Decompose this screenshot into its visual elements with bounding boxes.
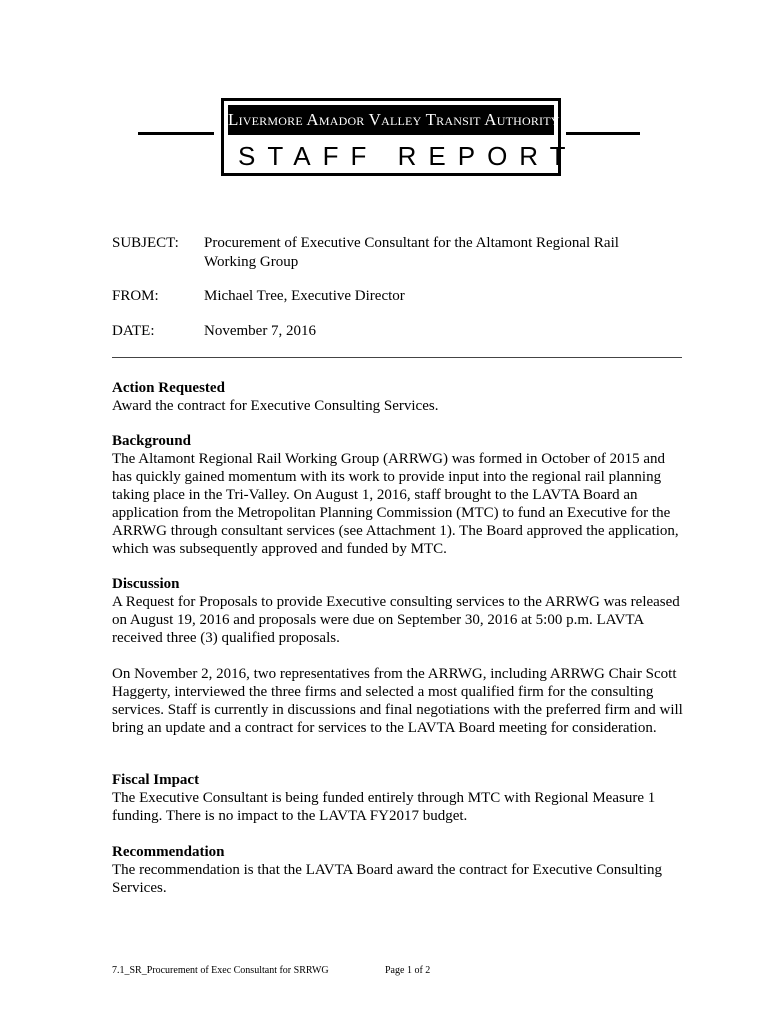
- subject-label: SUBJECT:: [112, 235, 179, 251]
- section-paragraph: Award the contract for Executive Consulting Services.: [112, 398, 439, 414]
- from-value: Michael Tree, Executive Director: [204, 288, 405, 304]
- section-fiscal-impact: [112, 771, 684, 825]
- header-divider: [112, 357, 682, 358]
- section-recommendation: [112, 843, 684, 897]
- section-background: [112, 432, 684, 558]
- from-label: FROM:: [112, 288, 159, 304]
- section-paragraph: The Altamont Regional Rail Working Group (ARRWG) was formed in October of 2015 and has quickly gained momentum with its work to provide input into the regional rail planning taking place in the Tri-Valley. On August 1, 2016, staff brought to the LAVTA Board an application from the Metropolitan Planning Commission (MTC) to fund an Executive for the ARRWG through consultant services (see Attachment 1). The Board approved the application, which was subsequently approved and funded by MTC.: [112, 451, 679, 557]
- letterhead-rule-left: [138, 132, 214, 135]
- subject-value: Procurement of Executive Consultant for the Altamont Regional Rail Working Group: [204, 235, 619, 270]
- footer-filename: 7.1_SR_Procurement of Exec Consultant for SRRWG: [112, 965, 329, 976]
- section-action-requested: [112, 379, 684, 415]
- date-label: DATE:: [112, 323, 155, 339]
- section-paragraph: The recommendation is that the LAVTA Board award the contract for Executive Consulting Services.: [112, 862, 663, 896]
- letterhead: [221, 98, 578, 176]
- section-heading: Recommendation: [112, 844, 225, 860]
- section-heading: Background: [112, 433, 191, 449]
- section-paragraph: A Request for Proposals to provide Executive consulting services to the ARRWG was released on August 19, 2016 and proposals were due on September 30, 2016 at 5:00 p.m. LAVTA received three (3) qualified proposals.: [112, 594, 680, 646]
- section-paragraph: The Executive Consultant is being funded entirely through MTC with Regional Measure 1 funding. There is no impact to the LAVTA FY2017 budget.: [112, 790, 656, 824]
- section-heading: Action Requested: [112, 380, 225, 396]
- organization-name: Livermore Amador Valley Transit Authority: [228, 105, 554, 135]
- date-value: November 7, 2016: [204, 323, 317, 339]
- document-title: STAFF REPORT: [238, 141, 578, 171]
- section-heading: Fiscal Impact: [112, 772, 200, 788]
- section-heading: Discussion: [112, 576, 180, 592]
- letterhead-rule-right: [566, 132, 640, 135]
- section-discussion: [112, 575, 684, 737]
- footer-page-number: Page 1 of 2: [385, 965, 431, 976]
- section-paragraph: On November 2, 2016, two representatives from the ARRWG, including ARRWG Chair Scott Haggerty, interviewed the three firms and selected a most qualified firm for the consulting services. Staff is currently in discussions and final negotiations with the preferred firm and will bring an update and a contract for services to the LAVTA Board meeting for consideration.: [112, 666, 683, 736]
